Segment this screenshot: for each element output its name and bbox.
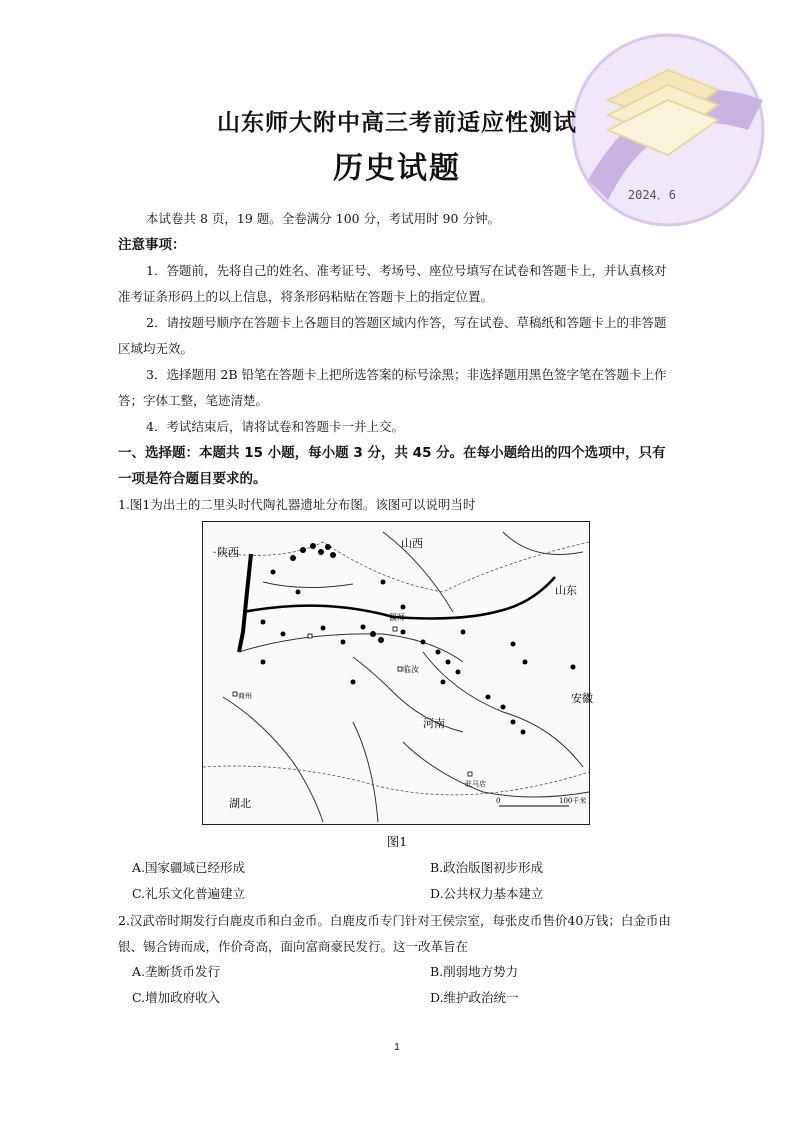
q1-option-a: A.国家疆域已经形成 [132, 860, 246, 875]
map-scale-zero: 0 [496, 797, 501, 805]
q2-option-a: A.垄断货币发行 [132, 964, 221, 979]
notice-item: 1．答题前，先将自己的姓名、准考证号、考场号、座位号填写在试卷和答题卡上，并认真核对准考证条形码上的以上信息，将条形码粘贴在答题卡上的指定位置。 [118, 263, 667, 304]
notice-item: 3．选择题用 2B 铅笔在答题卡上把所选答案的标号涂黑；非选择题用黑色签字笔在答题卡上作答；字体工整，笔迹清楚。 [118, 367, 667, 408]
map-label-anhui: 安徽 [571, 692, 593, 705]
question-1-stem: 1.图1为出土的二里头时代陶礼器遗址分布图。该图可以说明当时 [118, 497, 476, 512]
notice-item: 2．请按题号顺序在答题卡上各题目的答题区域内作答，写在试卷、草稿纸和答题卡上的非答题区域均无效。 [118, 315, 667, 356]
map-label-hubei: 湖北 [229, 797, 251, 810]
site-distribution-map [202, 521, 593, 825]
subject-title: 历史试题 [333, 151, 461, 186]
map-label-linru: 临汝 [403, 665, 419, 674]
question-2-stem: 2.汉武帝时期发行白鹿皮币和白金币。白鹿皮币专门针对王侯宗室，每张皮币售价40万钱；白金币由银、锡合铸而成，作价奇高，面向富商豪民发行。这一改革旨在 [118, 913, 671, 954]
map-label-zhumadian: 驻马店 [465, 780, 486, 788]
exam-title: 山东师大附中高三考前适应性测试 [217, 110, 577, 136]
intro-text: 本试卷共 8 页，19 题。全卷满分 100 分，考试用时 90 分钟。 [146, 211, 500, 226]
map-label-shandong: 山东 [555, 584, 577, 597]
q2-option-d: D.维护政治统一 [430, 990, 519, 1005]
q1-option-d: D.公共权力基本建立 [430, 886, 544, 901]
figure-caption: 图1 [386, 834, 408, 849]
map-label-shanxi: 山西 [401, 537, 423, 550]
q2-option-c: C.增加政府收入 [132, 990, 221, 1005]
map-label-shaanxi: 陕西 [217, 546, 239, 559]
exam-date: 2024．6 [627, 188, 676, 202]
map-label-shangzhou: 商州 [238, 692, 252, 700]
map-label-erlitou: 偃师 [389, 613, 405, 622]
q2-option-b: B.削弱地方势力 [430, 964, 519, 979]
map-scale-label: 100千米 [559, 797, 587, 805]
page-number: 1 [394, 1042, 400, 1053]
q1-option-b: B.政治版图初步形成 [430, 860, 544, 875]
map-label-henan: 河南 [423, 717, 445, 730]
q1-option-c: C.礼乐文化普遍建立 [132, 886, 246, 901]
notice-heading: 注意事项： [118, 237, 186, 253]
notice-item: 4．考试结束后，请将试卷和答题卡一并上交。 [146, 419, 404, 434]
section-heading: 一、选择题：本题共 15 小题，每小题 3 分，共 45 分。在每小题给出的四个选项中，只有一项是符合题目要求的。 [118, 445, 666, 487]
